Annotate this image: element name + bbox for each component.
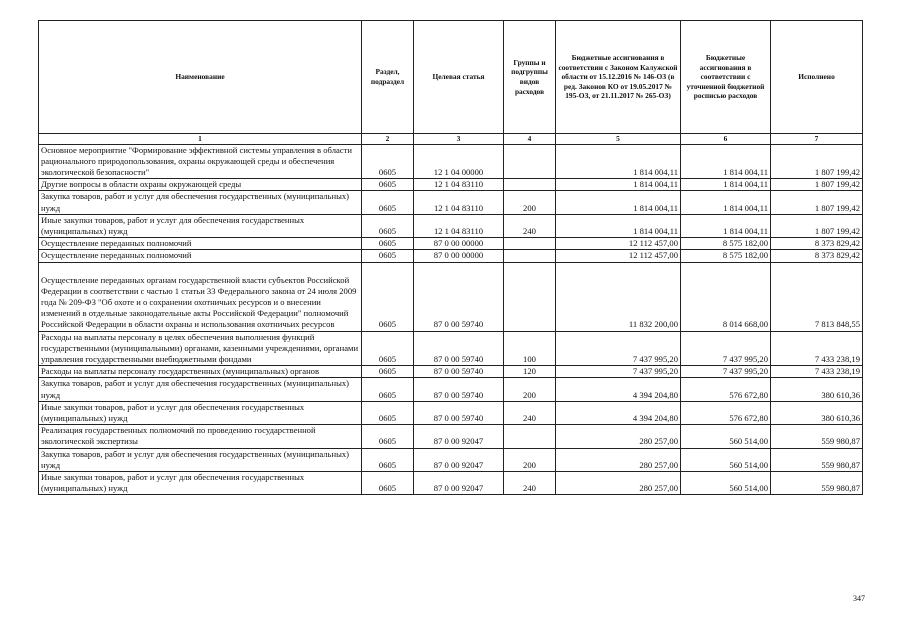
- table-row: [39, 250, 863, 262]
- row-name: Расходы на выплаты персоналу государственных (муниципальных) органов: [39, 366, 362, 378]
- table-row: [39, 425, 863, 448]
- row-executed: 8 373 829,42: [771, 250, 863, 262]
- row-executed: 380 610,36: [771, 378, 863, 401]
- row-target: 87 0 00 00000: [414, 250, 504, 262]
- row-target: 12 1 04 83110: [414, 179, 504, 191]
- row-group: 200: [504, 378, 556, 401]
- table-row: [39, 238, 863, 250]
- row-name: Закупка товаров, работ и услуг для обеспечения государственных (муниципальных) нужд: [39, 378, 362, 401]
- table-row: [39, 331, 863, 366]
- row-group: [504, 179, 556, 191]
- header-budget-law: Бюджетные ассигнования в соответствии с Законом Калужской области от 15.12.2016 № 146-ОЗ (в ред. Законов КО от 19.05.2017 № 195-ОЗ, от 21.11.2017 № 265-ОЗ): [556, 21, 681, 134]
- header-budget-updated: Бюджетные ассигнования в соответствии с уточненной бюджетной росписью расходов: [681, 21, 771, 134]
- row-section: 0605: [362, 401, 414, 424]
- row-budget-updated: 576 672,80: [681, 401, 771, 424]
- column-number: 6: [681, 134, 771, 145]
- row-budget-law: 280 257,00: [556, 472, 681, 495]
- row-name: Иные закупки товаров, работ и услуг для обеспечения государственных (муниципальных) нужд: [39, 472, 362, 495]
- budget-document: [38, 20, 862, 495]
- row-target: 87 0 00 92047: [414, 448, 504, 471]
- row-group: [504, 144, 556, 179]
- column-number: 3: [414, 134, 504, 145]
- row-budget-law: 280 257,00: [556, 448, 681, 471]
- table-row: [39, 191, 863, 214]
- row-budget-law: 1 814 004,11: [556, 191, 681, 214]
- row-group: 240: [504, 472, 556, 495]
- row-section: 0605: [362, 179, 414, 191]
- row-name: Закупка товаров, работ и услуг для обеспечения государственных (муниципальных) нужд: [39, 191, 362, 214]
- row-name: Основное мероприятие "Формирование эффективной системы управления в области рационального природопользования, охраны окружающей среды и обеспечения экологической безопасности": [39, 144, 362, 179]
- column-number: 4: [504, 134, 556, 145]
- column-number: 7: [771, 134, 863, 145]
- table-row: [39, 378, 863, 401]
- row-executed: 559 980,87: [771, 472, 863, 495]
- row-executed: 380 610,36: [771, 401, 863, 424]
- row-group: 240: [504, 401, 556, 424]
- row-budget-law: 4 394 204,80: [556, 378, 681, 401]
- row-executed: 1 807 199,42: [771, 179, 863, 191]
- row-group: [504, 262, 556, 331]
- header-row: [39, 21, 863, 134]
- header-section: Раздел, подраздел: [362, 21, 414, 134]
- row-section: 0605: [362, 331, 414, 366]
- row-section: 0605: [362, 250, 414, 262]
- row-name: Иные закупки товаров, работ и услуг для обеспечения государственных (муниципальных) нужд: [39, 401, 362, 424]
- column-number: 5: [556, 134, 681, 145]
- row-executed: 7 433 238,19: [771, 366, 863, 378]
- row-section: 0605: [362, 262, 414, 331]
- row-section: 0605: [362, 191, 414, 214]
- row-section: 0605: [362, 238, 414, 250]
- row-target: 12 1 04 83110: [414, 191, 504, 214]
- column-number-row: [39, 134, 863, 145]
- row-section: 0605: [362, 214, 414, 237]
- column-number: 1: [39, 134, 362, 145]
- row-target: 87 0 00 92047: [414, 425, 504, 448]
- row-executed: 8 373 829,42: [771, 238, 863, 250]
- row-budget-law: 1 814 004,11: [556, 144, 681, 179]
- row-section: 0605: [362, 472, 414, 495]
- row-target: 87 0 00 92047: [414, 472, 504, 495]
- row-name: Закупка товаров, работ и услуг для обеспечения государственных (муниципальных) нужд: [39, 448, 362, 471]
- row-section: 0605: [362, 448, 414, 471]
- header-executed: Исполнено: [771, 21, 863, 134]
- row-budget-updated: 1 814 004,11: [681, 214, 771, 237]
- table-row: [39, 262, 863, 331]
- row-target: 87 0 00 59740: [414, 366, 504, 378]
- table-row: [39, 214, 863, 237]
- table-row: [39, 144, 863, 179]
- header-name: Наименование: [39, 21, 362, 134]
- header-target: Целевая статья: [414, 21, 504, 134]
- row-budget-updated: 1 814 004,11: [681, 144, 771, 179]
- row-section: 0605: [362, 425, 414, 448]
- row-group: 200: [504, 191, 556, 214]
- row-budget-updated: 7 437 995,20: [681, 331, 771, 366]
- row-budget-law: 280 257,00: [556, 425, 681, 448]
- row-name: Осуществление переданных органам государственной власти субъектов Российской Федерации в соответствии с частью 1 статьи 33 Федерального закона от 24 июля 2009 года № 209-ФЗ "Об охоте и о сохранении охотничьих ресурсов и о внесении изменений в отдельные законодательные акты Российской Федерации" полномочий Российской Федерации в области охраны и использования охотничьих ресурсов: [39, 262, 362, 331]
- row-budget-law: 11 832 200,00: [556, 262, 681, 331]
- row-section: 0605: [362, 366, 414, 378]
- row-budget-updated: 8 575 182,00: [681, 238, 771, 250]
- row-name: Другие вопросы в области охраны окружающей среды: [39, 179, 362, 191]
- row-executed: 1 807 199,42: [771, 144, 863, 179]
- row-budget-updated: 1 814 004,11: [681, 179, 771, 191]
- row-group: 120: [504, 366, 556, 378]
- row-name: Расходы на выплаты персоналу в целях обеспечения выполнения функций государственными (муниципальными) органами, казенными учреждениями, органами управления государственными внебюджетными фондами: [39, 331, 362, 366]
- row-target: 87 0 00 59740: [414, 331, 504, 366]
- row-group: [504, 238, 556, 250]
- row-budget-updated: 8 575 182,00: [681, 250, 771, 262]
- budget-table: [38, 20, 863, 495]
- row-group: [504, 425, 556, 448]
- table-row: [39, 448, 863, 471]
- row-budget-updated: 560 514,00: [681, 472, 771, 495]
- row-target: 12 1 04 83110: [414, 214, 504, 237]
- row-budget-updated: 576 672,80: [681, 378, 771, 401]
- row-target: 87 0 00 59740: [414, 378, 504, 401]
- row-budget-updated: 1 814 004,11: [681, 191, 771, 214]
- row-executed: 1 807 199,42: [771, 214, 863, 237]
- row-name: Осуществление переданных полномочий: [39, 250, 362, 262]
- row-budget-law: 12 112 457,00: [556, 250, 681, 262]
- table-row: [39, 401, 863, 424]
- table-row: [39, 472, 863, 495]
- row-budget-updated: 560 514,00: [681, 448, 771, 471]
- row-group: 100: [504, 331, 556, 366]
- row-target: 12 1 04 00000: [414, 144, 504, 179]
- row-target: 87 0 00 00000: [414, 238, 504, 250]
- row-budget-law: 1 814 004,11: [556, 179, 681, 191]
- page-number: 347: [853, 594, 865, 603]
- row-executed: 1 807 199,42: [771, 191, 863, 214]
- row-budget-law: 12 112 457,00: [556, 238, 681, 250]
- row-name: Реализация государственных полномочий по проведению государственной экологической экспертизы: [39, 425, 362, 448]
- table-row: [39, 366, 863, 378]
- row-budget-law: 7 437 995,20: [556, 331, 681, 366]
- row-section: 0605: [362, 378, 414, 401]
- row-target: 87 0 00 59740: [414, 401, 504, 424]
- row-group: [504, 250, 556, 262]
- row-executed: 7 813 848,55: [771, 262, 863, 331]
- row-budget-updated: 560 514,00: [681, 425, 771, 448]
- row-budget-updated: 7 437 995,20: [681, 366, 771, 378]
- column-number: 2: [362, 134, 414, 145]
- table-row: [39, 179, 863, 191]
- row-executed: 7 433 238,19: [771, 331, 863, 366]
- row-budget-updated: 8 014 668,00: [681, 262, 771, 331]
- row-name: Осуществление переданных полномочий: [39, 238, 362, 250]
- row-executed: 559 980,87: [771, 425, 863, 448]
- row-name: Иные закупки товаров, работ и услуг для обеспечения государственных (муниципальных) нужд: [39, 214, 362, 237]
- row-group: 200: [504, 448, 556, 471]
- row-executed: 559 980,87: [771, 448, 863, 471]
- row-group: 240: [504, 214, 556, 237]
- row-budget-law: 7 437 995,20: [556, 366, 681, 378]
- row-section: 0605: [362, 144, 414, 179]
- row-budget-law: 1 814 004,11: [556, 214, 681, 237]
- header-group: Группы и подгруппы видов расходов: [504, 21, 556, 134]
- row-target: 87 0 00 59740: [414, 262, 504, 331]
- row-budget-law: 4 394 204,80: [556, 401, 681, 424]
